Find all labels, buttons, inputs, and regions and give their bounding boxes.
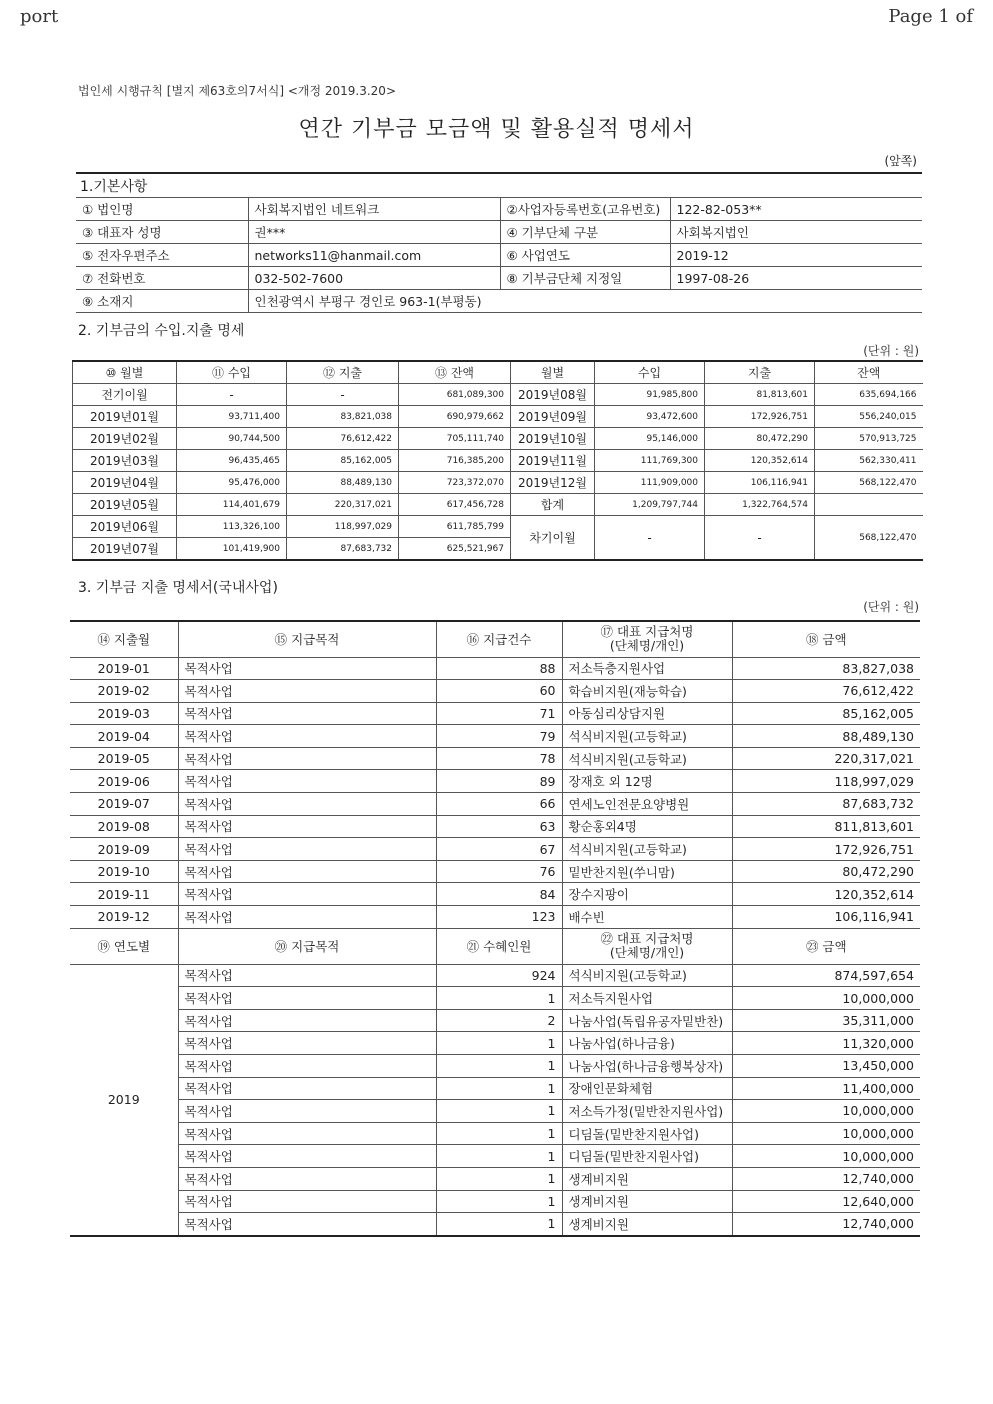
- expense-cell: 83,821,038: [287, 406, 399, 428]
- purpose-cell: 목적사업: [178, 906, 436, 929]
- table-row: [70, 1032, 920, 1055]
- purpose-cell: 목적사업: [178, 883, 436, 906]
- purpose-cell: 목적사업: [178, 860, 436, 883]
- amount-cell: 10,000,000: [732, 987, 920, 1010]
- count-cell: 71: [436, 702, 562, 725]
- expense-cell: 88,489,130: [287, 472, 399, 494]
- month-cell: 2019년02월: [73, 428, 177, 450]
- table-row: [70, 1077, 920, 1100]
- expense-cell: -: [287, 384, 399, 406]
- header-expense: ⑫ 지출: [287, 361, 399, 384]
- table-row: [70, 838, 920, 861]
- table-row: [70, 725, 920, 748]
- month-cell: 2019-03: [70, 702, 178, 725]
- month-cell: 2019-07: [70, 793, 178, 816]
- total-label: 합계: [511, 494, 595, 516]
- header-balance: ⑬ 잔액: [399, 361, 511, 384]
- table-row: [70, 1122, 920, 1145]
- table-header-row: [70, 928, 920, 964]
- header-beneficiaries: ㉑ 수혜인원: [436, 928, 562, 964]
- income-cell: 114,401,679: [177, 494, 287, 516]
- expense-cell: 85,162,005: [287, 450, 399, 472]
- beneficiaries-cell: 1: [436, 1032, 562, 1055]
- balance-cell: 716,385,200: [399, 450, 511, 472]
- header-expense: 지출: [705, 361, 815, 384]
- month-cell: 2019년12월: [511, 472, 595, 494]
- amount-cell: 12,740,000: [732, 1167, 920, 1190]
- table-row: [70, 964, 920, 987]
- purpose-cell: 목적사업: [178, 657, 436, 680]
- table-row: [70, 680, 920, 703]
- field-value: 2019-12: [670, 244, 922, 267]
- beneficiaries-cell: 1: [436, 1190, 562, 1213]
- income-cell: -: [177, 384, 287, 406]
- purpose-cell: 목적사업: [178, 793, 436, 816]
- amount-cell: 10,000,000: [732, 1145, 920, 1168]
- purpose-cell: 목적사업: [178, 1190, 436, 1213]
- recipient-cell: 석식비지원(고등학교): [562, 725, 732, 748]
- header-month: ⑩ 월별: [73, 361, 177, 384]
- amount-cell: 88,489,130: [732, 725, 920, 748]
- month-cell: 2019년01월: [73, 406, 177, 428]
- amount-cell: 12,640,000: [732, 1190, 920, 1213]
- expense-cell: 220,317,021: [287, 494, 399, 516]
- income-cell: 111,769,300: [595, 450, 705, 472]
- amount-cell: 10,000,000: [732, 1100, 920, 1123]
- count-cell: 84: [436, 883, 562, 906]
- beneficiaries-cell: 924: [436, 964, 562, 987]
- beneficiaries-cell: 1: [436, 1213, 562, 1236]
- header-month: 월별: [511, 361, 595, 384]
- amount-cell: 172,926,751: [732, 838, 920, 861]
- address-value: 인천광역시 부평구 경인로 963-1(부평동): [248, 290, 922, 313]
- header-recipient: [562, 621, 732, 657]
- front-side-label: (앞쪽): [884, 154, 917, 168]
- income-cell: 90,744,500: [177, 428, 287, 450]
- total-balance: [815, 494, 923, 516]
- table-row: [70, 1055, 920, 1078]
- month-cell: 2019년09월: [511, 406, 595, 428]
- purpose-cell: 목적사업: [178, 680, 436, 703]
- purpose-cell: 목적사업: [178, 987, 436, 1010]
- field-value: 1997-08-26: [670, 267, 922, 290]
- count-cell: 89: [436, 770, 562, 793]
- month-cell: 2019년05월: [73, 494, 177, 516]
- field-value: 사회복지법인: [670, 221, 922, 244]
- beneficiaries-cell: 2: [436, 1009, 562, 1032]
- recipient-cell: 황순홍외4명: [562, 815, 732, 838]
- carry-balance: 568,122,470: [815, 516, 923, 561]
- field-label: ④ 기부단체 구분: [500, 221, 670, 244]
- table-row: [70, 793, 920, 816]
- recipient-cell: 생계비지원: [562, 1213, 732, 1236]
- month-cell: 2019-09: [70, 838, 178, 861]
- total-expense: 1,322,764,574: [705, 494, 815, 516]
- balance-cell: 562,330,411: [815, 450, 923, 472]
- table-header-row: [73, 361, 923, 384]
- recipient-cell: 학습비지원(재능학습): [562, 680, 732, 703]
- month-cell: 2019-11: [70, 883, 178, 906]
- table-row: [70, 1167, 920, 1190]
- income-expense-table: [72, 360, 923, 561]
- purpose-cell: 목적사업: [178, 815, 436, 838]
- purpose-cell: 목적사업: [178, 1032, 436, 1055]
- recipient-cell: 나눔사업(독립유공자밑반찬): [562, 1009, 732, 1032]
- header-recipient: [562, 928, 732, 964]
- domestic-expense-table: [70, 620, 920, 1237]
- recipient-cell: 아동심리상담지원: [562, 702, 732, 725]
- table-row: [73, 406, 923, 428]
- purpose-cell: 목적사업: [178, 1145, 436, 1168]
- table-row: [73, 428, 923, 450]
- field-value: 122-82-053**: [670, 198, 922, 221]
- month-cell: 2019-10: [70, 860, 178, 883]
- purpose-cell: 목적사업: [178, 1122, 436, 1145]
- field-value: networks11@hanmail.com: [248, 244, 500, 267]
- purpose-cell: 목적사업: [178, 1167, 436, 1190]
- section2-unit: (단위 : 원): [863, 344, 919, 358]
- balance-cell: 635,694,166: [815, 384, 923, 406]
- recipient-cell: 연세노인전문요양병원: [562, 793, 732, 816]
- year-cell: 2019: [70, 964, 178, 1236]
- balance-cell: 723,372,070: [399, 472, 511, 494]
- amount-cell: 85,162,005: [732, 702, 920, 725]
- purpose-cell: 목적사업: [178, 1055, 436, 1078]
- balance-cell: 568,122,470: [815, 472, 923, 494]
- field-value: 사회복지법인 네트워크: [248, 198, 500, 221]
- amount-cell: 12,740,000: [732, 1213, 920, 1236]
- expense-cell: 76,612,422: [287, 428, 399, 450]
- count-cell: 78: [436, 747, 562, 770]
- amount-cell: 76,612,422: [732, 680, 920, 703]
- income-cell: 93,472,600: [595, 406, 705, 428]
- amount-cell: 83,827,038: [732, 657, 920, 680]
- carry-expense: -: [705, 516, 815, 561]
- info-row: [76, 221, 922, 244]
- field-label: ⑤ 전자우편주소: [76, 244, 248, 267]
- month-cell: 2019-02: [70, 680, 178, 703]
- table-row: [70, 702, 920, 725]
- table-row: [73, 384, 923, 406]
- purpose-cell: 목적사업: [178, 1213, 436, 1236]
- month-cell: 2019년10월: [511, 428, 595, 450]
- recipient-cell: 석식비지원(고등학교): [562, 747, 732, 770]
- count-cell: 88: [436, 657, 562, 680]
- balance-cell: 556,240,015: [815, 406, 923, 428]
- balance-cell: 611,785,799: [399, 516, 511, 538]
- amount-cell: 13,450,000: [732, 1055, 920, 1078]
- recipient-cell: 석식비지원(고등학교): [562, 838, 732, 861]
- table-row: [70, 860, 920, 883]
- table-row: [70, 906, 920, 929]
- amount-cell: 874,597,654: [732, 964, 920, 987]
- amount-cell: 87,683,732: [732, 793, 920, 816]
- section1-heading: 1.기본사항: [80, 179, 148, 195]
- balance-cell: 617,456,728: [399, 494, 511, 516]
- table-row: [73, 516, 923, 538]
- header-amount: ⑱ 금액: [732, 621, 920, 657]
- purpose-cell: 목적사업: [178, 1100, 436, 1123]
- beneficiaries-cell: 1: [436, 1167, 562, 1190]
- balance-cell: 681,089,300: [399, 384, 511, 406]
- section3-heading: 3. 기부금 지출 명세서(국내사업): [78, 580, 278, 596]
- purpose-cell: 목적사업: [178, 725, 436, 748]
- amount-cell: 35,311,000: [732, 1009, 920, 1032]
- header-recipient-line1: ⑰ 대표 지급처명: [600, 624, 694, 640]
- table-row: [70, 1100, 920, 1123]
- month-cell: 2019년08월: [511, 384, 595, 406]
- header-balance: 잔액: [815, 361, 923, 384]
- recipient-cell: 장애인문화체험: [562, 1077, 732, 1100]
- purpose-cell: 목적사업: [178, 838, 436, 861]
- month-cell: 2019년03월: [73, 450, 177, 472]
- recipient-cell: 디딤돌(밑반찬지원사업): [562, 1145, 732, 1168]
- carry-income: -: [595, 516, 705, 561]
- recipient-cell: 배수빈: [562, 906, 732, 929]
- month-cell: 2019-01: [70, 657, 178, 680]
- income-cell: 93,711,400: [177, 406, 287, 428]
- amount-cell: 120,352,614: [732, 883, 920, 906]
- month-cell: 2019-05: [70, 747, 178, 770]
- beneficiaries-cell: 1: [436, 987, 562, 1010]
- count-cell: 123: [436, 906, 562, 929]
- amount-cell: 11,320,000: [732, 1032, 920, 1055]
- table-header-row: [70, 621, 920, 657]
- amount-cell: 118,997,029: [732, 770, 920, 793]
- recipient-cell: 저소득층지원사업: [562, 657, 732, 680]
- recipient-cell: 나눔사업(하나금융행복상자): [562, 1055, 732, 1078]
- table-row: [70, 1145, 920, 1168]
- purpose-cell: 목적사업: [178, 702, 436, 725]
- header-year: ⑲ 연도별: [70, 928, 178, 964]
- info-row: [76, 198, 922, 221]
- amount-cell: 10,000,000: [732, 1122, 920, 1145]
- header-recipient-line1: ㉒ 대표 지급처명: [600, 931, 694, 947]
- section2-heading: 2. 기부금의 수입.지출 명세: [78, 323, 245, 339]
- count-cell: 67: [436, 838, 562, 861]
- balance-cell: 570,913,725: [815, 428, 923, 450]
- table-row: [70, 1009, 920, 1032]
- balance-cell: 625,521,967: [399, 538, 511, 561]
- count-cell: 66: [436, 793, 562, 816]
- beneficiaries-cell: 1: [436, 1122, 562, 1145]
- recipient-cell: 나눔사업(하나금융): [562, 1032, 732, 1055]
- month-cell: 2019-04: [70, 725, 178, 748]
- header-purpose: ⑳ 지급목적: [178, 928, 436, 964]
- purpose-cell: 목적사업: [178, 1077, 436, 1100]
- page-number: Page 1 of: [888, 6, 973, 27]
- header-income: ⑪ 수입: [177, 361, 287, 384]
- beneficiaries-cell: 1: [436, 1100, 562, 1123]
- income-cell: 95,476,000: [177, 472, 287, 494]
- recipient-cell: 밑반찬지원(쑤니맘): [562, 860, 732, 883]
- count-cell: 60: [436, 680, 562, 703]
- carry-forward-label: 차기이월: [511, 516, 595, 561]
- field-value: 032-502-7600: [248, 267, 500, 290]
- month-cell: 2019-06: [70, 770, 178, 793]
- recipient-cell: 디딤돌(밑반찬지원사업): [562, 1122, 732, 1145]
- month-cell: 2019-12: [70, 906, 178, 929]
- section3-unit: (단위 : 원): [863, 600, 919, 614]
- field-value: 권***: [248, 221, 500, 244]
- field-label: ②사업자등록번호(고유번호): [500, 198, 670, 221]
- amount-cell: 106,116,941: [732, 906, 920, 929]
- purpose-cell: 목적사업: [178, 747, 436, 770]
- expense-cell: 81,813,601: [705, 384, 815, 406]
- expense-cell: 172,926,751: [705, 406, 815, 428]
- expense-cell: 87,683,732: [287, 538, 399, 561]
- expense-cell: 80,472,290: [705, 428, 815, 450]
- page-title: 연간 기부금 모금액 및 활용실적 명세서: [298, 117, 695, 142]
- month-cell: 2019년06월: [73, 516, 177, 538]
- expense-cell: 120,352,614: [705, 450, 815, 472]
- field-label: ① 법인명: [76, 198, 248, 221]
- count-cell: 79: [436, 725, 562, 748]
- header-purpose: ⑮ 지급목적: [178, 621, 436, 657]
- recipient-cell: 생계비지원: [562, 1167, 732, 1190]
- form-reference: 법인세 시행규칙 [별지 제63호의7서식] <개정 2019.3.20>: [78, 84, 396, 98]
- recipient-cell: 장재호 외 12명: [562, 770, 732, 793]
- info-row: [76, 244, 922, 267]
- info-row: [76, 290, 922, 313]
- table-row: [70, 770, 920, 793]
- table-row: [70, 1213, 920, 1236]
- purpose-cell: 목적사업: [178, 770, 436, 793]
- income-cell: 91,985,800: [595, 384, 705, 406]
- month-cell: 2019년04월: [73, 472, 177, 494]
- field-label: ⑨ 소재지: [76, 290, 248, 313]
- amount-cell: 80,472,290: [732, 860, 920, 883]
- income-cell: 111,909,000: [595, 472, 705, 494]
- table-row: [70, 987, 920, 1010]
- recipient-cell: 석식비지원(고등학교): [562, 964, 732, 987]
- field-label: ⑦ 전화번호: [76, 267, 248, 290]
- expense-cell: 118,997,029: [287, 516, 399, 538]
- month-cell: 전기이월: [73, 384, 177, 406]
- table-row: [70, 1190, 920, 1213]
- balance-cell: 705,111,740: [399, 428, 511, 450]
- income-cell: 113,326,100: [177, 516, 287, 538]
- recipient-cell: 저소득가정(밑반찬지원사업): [562, 1100, 732, 1123]
- expense-cell: 106,116,941: [705, 472, 815, 494]
- recipient-cell: 저소득지원사업: [562, 987, 732, 1010]
- month-cell: 2019-08: [70, 815, 178, 838]
- balance-cell: 690,979,662: [399, 406, 511, 428]
- total-income: 1,209,797,744: [595, 494, 705, 516]
- header-recipient-line2: (단체명/개인): [609, 638, 685, 654]
- income-cell: 96,435,465: [177, 450, 287, 472]
- purpose-cell: 목적사업: [178, 1009, 436, 1032]
- field-label: ⑥ 사업연도: [500, 244, 670, 267]
- beneficiaries-cell: 1: [436, 1145, 562, 1168]
- header-month: ⑭ 지출월: [70, 621, 178, 657]
- info-row: [76, 267, 922, 290]
- income-cell: 95,146,000: [595, 428, 705, 450]
- field-label: ⑧ 기부금단체 지정일: [500, 267, 670, 290]
- header-amount: ㉓ 금액: [732, 928, 920, 964]
- month-cell: 2019년11월: [511, 450, 595, 472]
- purpose-cell: 목적사업: [178, 964, 436, 987]
- table-row: [70, 747, 920, 770]
- field-label: ③ 대표자 성명: [76, 221, 248, 244]
- amount-cell: 811,813,601: [732, 815, 920, 838]
- header-count: ⑯ 지급건수: [436, 621, 562, 657]
- recipient-cell: 생계비지원: [562, 1190, 732, 1213]
- recipient-cell: 장수지팡이: [562, 883, 732, 906]
- header-income: 수입: [595, 361, 705, 384]
- beneficiaries-cell: 1: [436, 1055, 562, 1078]
- basic-info-table: [76, 197, 922, 313]
- table-row: [70, 815, 920, 838]
- table-row: [73, 472, 923, 494]
- amount-cell: 220,317,021: [732, 747, 920, 770]
- print-header-left: port: [20, 6, 59, 27]
- count-cell: 76: [436, 860, 562, 883]
- table-row: [73, 450, 923, 472]
- table-row: [70, 657, 920, 680]
- table-row: [73, 494, 923, 516]
- count-cell: 63: [436, 815, 562, 838]
- amount-cell: 11,400,000: [732, 1077, 920, 1100]
- beneficiaries-cell: 1: [436, 1077, 562, 1100]
- income-cell: 101,419,900: [177, 538, 287, 561]
- header-recipient-line2: (단체명/개인): [609, 945, 685, 961]
- month-cell: 2019년07월: [73, 538, 177, 561]
- table-row: [70, 883, 920, 906]
